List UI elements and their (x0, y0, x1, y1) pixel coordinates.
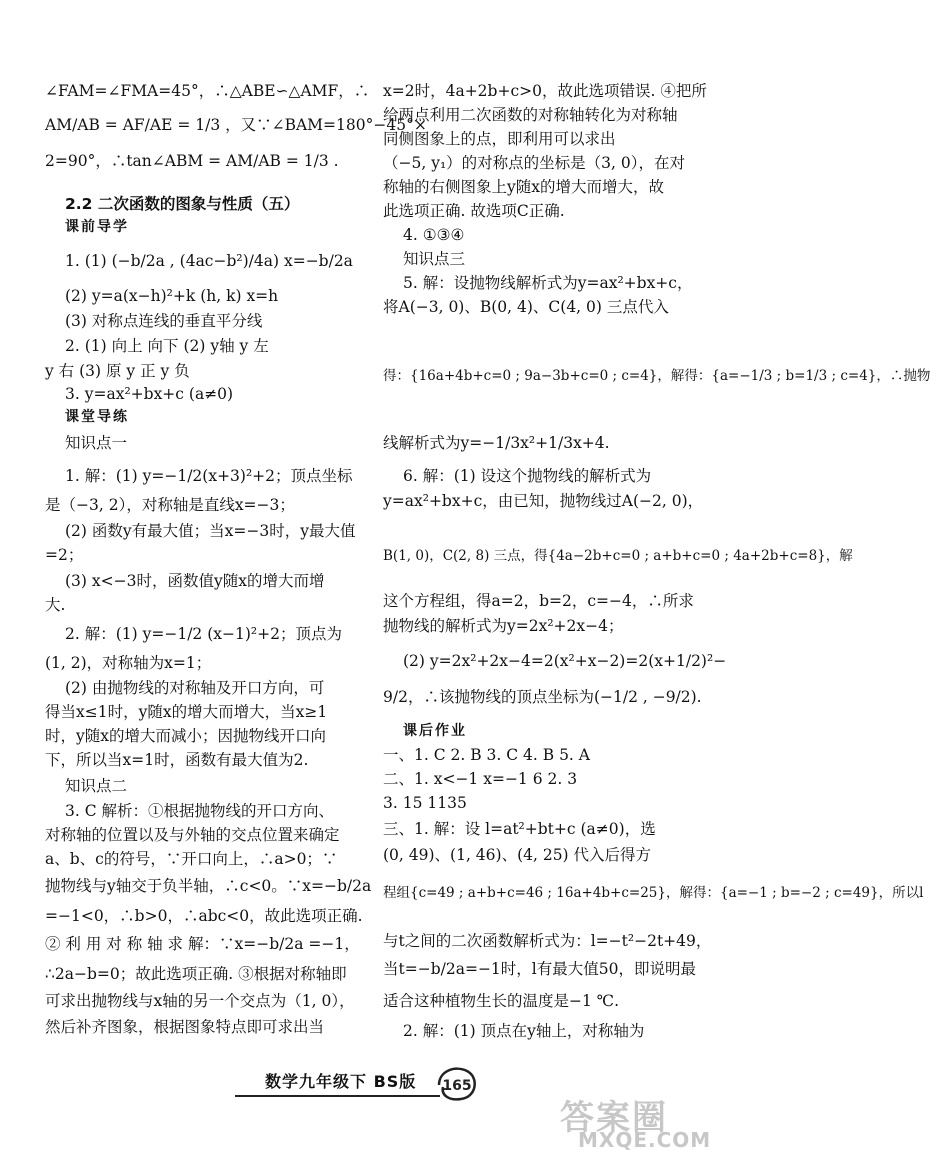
text-line: 6. 解：(1) 设这个抛物线的解析式为 (403, 467, 652, 485)
text-line: (0, 49)、(1, 46)、(4, 25) 代入后得方 (383, 846, 652, 864)
text-line: 3. 15 1135 (383, 794, 467, 812)
text-line: AM/AB = AF/AE = 1/3 ，又∵∠BAM=180°−45°× (45, 116, 427, 134)
text-line: 4. ①③④ (403, 226, 465, 244)
text-line: 一、1. C 2. B 3. C 4. B 5. A (383, 746, 590, 764)
text-line: a、b、c的符号，∵开口向上，∴a>0；∵ (45, 850, 338, 868)
text-line: (1, 2)，对称轴为x=1； (45, 654, 212, 672)
text-line: 9/2，∴该抛物线的顶点坐标为(−1/2 , −9/2). (383, 688, 702, 706)
text-line: 得：{16a+4b+c=0 ; 9a−3b+c=0 ; c=4}，解得：{a=−1/3 ; b=1/3 ; c=4}，∴抛物 (383, 368, 930, 384)
text-line: 1. 解：(1) y=−1/2(x+3)²+2；顶点坐标 (65, 467, 353, 485)
text-line: 此选项正确. 故选项C正确. (383, 202, 565, 220)
text-line: y=ax²+bx+c，由已知，抛物线过A(−2, 0)， (383, 492, 704, 510)
text-line: 称轴的右侧图象上y随x的增大而增大，故 (383, 178, 664, 196)
topic-label: 知识点二 (65, 777, 128, 795)
watermark-cn: 答案圈 (560, 1098, 668, 1138)
text-line: (2) 函数y有最大值；当x=−3时，y最大值 (65, 522, 356, 540)
text-line: 抛物线与y轴交于负半轴，∴c<0。∵x=−b/2a (45, 877, 372, 895)
text-line: =2； (45, 546, 84, 564)
text-line: 2. 解：(1) y=−1/2 (x−1)²+2；顶点为 (65, 625, 342, 643)
text-line: 2. (1) 向上 向下 (2) y轴 y 左 (65, 337, 269, 355)
text-line: 适合这种植物生长的温度是−1 ℃. (383, 992, 620, 1010)
text-line: (2) y=a(x−h)²+k (h, k) x=h (65, 287, 279, 305)
text-line: 三、1. 解：设 l=at²+bt+c (a≠0)，选 (383, 820, 656, 838)
topic-label: 知识点三 (403, 250, 466, 268)
text-line: 时，y随x的增大而减小；因抛物线开口向 (45, 727, 326, 745)
text-line: (2) y=2x²+2x−4=2(x²+x−2)=2(x+1/2)²− (403, 652, 727, 670)
topic-label: 知识点一 (65, 434, 128, 452)
text-line: 2=90°，∴tan∠ABM = AM/AB = 1/3 . (45, 152, 339, 170)
text-line: （−5, y₁）的对称点的坐标是（3, 0），在对 (383, 154, 686, 172)
text-line: 2. 解：(1) 顶点在y轴上，对称轴为 (403, 1022, 645, 1040)
text-line: 可求出抛物线与x轴的另一个交点为（1, 0）， (45, 992, 355, 1010)
page-footer (235, 1063, 485, 1109)
text-line: (3) x<−3时，函数值y随x的增大而增 (65, 572, 325, 590)
text-line: 线解析式为y=−1/3x²+1/3x+4. (383, 434, 610, 452)
text-line: 程组{c=49 ; a+b+c=46 ; 16a+4b+c=25}，解得：{a=−1 ; b=−2 ; c=49}，所以l (383, 885, 924, 901)
watermark (560, 1090, 712, 1152)
text-line: 将A(−3, 0)、B(0, 4)、C(4, 0) 三点代入 (383, 298, 669, 316)
page-number: 165 (442, 1078, 472, 1094)
text-line: 3. C 解析：①根据抛物线的开口方向、 (65, 802, 335, 820)
text-line: ∴2a−b=0；故此选项正确. ③根据对称轴即 (45, 965, 347, 983)
subsection-heading: 课前导学 (65, 219, 129, 235)
text-line: =−1<0，∴b>0，∴abc<0，故此选项正确. (45, 907, 363, 925)
text-line: 抛物线的解析式为y=2x²+2x−4； (383, 617, 624, 635)
section-heading: 2.2 二次函数的图象与性质（五） (65, 195, 300, 213)
watermark-url: MXQE.COM (578, 1128, 712, 1152)
text-line: 与t之间的二次函数解析式为：l=−t²−2t+49， (383, 932, 712, 950)
text-line: 然后补齐图象，根据图象特点即可求出当 (45, 1018, 325, 1036)
text-line: y 右 (3) 原 y 正 y 负 (45, 362, 190, 380)
text-line: B(1, 0)，C(2, 8) 三点，得{4a−2b+c=0 ; a+b+c=0 ; 4a+2b+c=8}，解 (383, 548, 853, 564)
text-line: (2) 由抛物线的对称轴及开口方向，可 (65, 679, 325, 697)
footer-title: 数学九年级下 BS版 (265, 1072, 417, 1091)
text-line: 二、1. x<−1 x=−1 6 2. 3 (383, 770, 578, 788)
text-line: ∠FAM=∠FMA=45°，∴△ABE∽△AMF，∴ (45, 82, 370, 100)
text-line: x=2时，4a+2b+c>0，故此选项错误. ④把所 (383, 82, 707, 100)
text-line: 5. 解：设抛物线解析式为y=ax²+bx+c， (403, 274, 693, 292)
page-number-badge (435, 1063, 479, 1103)
text-line: 是（−3, 2），对称轴是直线x=−3； (45, 496, 295, 514)
text-line: ② 利 用 对 称 轴 求 解：∵x=−b/2a =−1， (45, 935, 360, 953)
subsection-heading: 课后作业 (403, 723, 467, 739)
text-line: (3) 对称点连线的垂直平分线 (65, 312, 263, 330)
text-line: 给两点利用二次函数的对称轴转化为对称轴 (383, 106, 678, 124)
text-line: 1. (1) (−b/2a , (4ac−b²)/4a) x=−b/2a (65, 252, 353, 270)
text-line: 对称轴的位置以及与外轴的交点位置来确定 (45, 826, 340, 844)
text-line: 得当x≤1时，y随x的增大而增大，当x≥1 (45, 703, 328, 721)
text-line: 这个方程组，得a=2，b=2，c=−4，∴所求 (383, 592, 694, 610)
text-line: 下，所以当x=1时，函数有最大值为2. (45, 751, 309, 769)
text-line: 同侧图象上的点，即利用可以求出 (383, 130, 616, 148)
footer-rule (235, 1095, 440, 1097)
text-line: 当t=−b/2a=−1时，l有最大值50，即说明最 (383, 960, 696, 978)
text-line: 大. (45, 596, 66, 614)
subsection-heading: 课堂导练 (65, 409, 129, 425)
text-line: 3. y=ax²+bx+c (a≠0) (65, 385, 234, 403)
